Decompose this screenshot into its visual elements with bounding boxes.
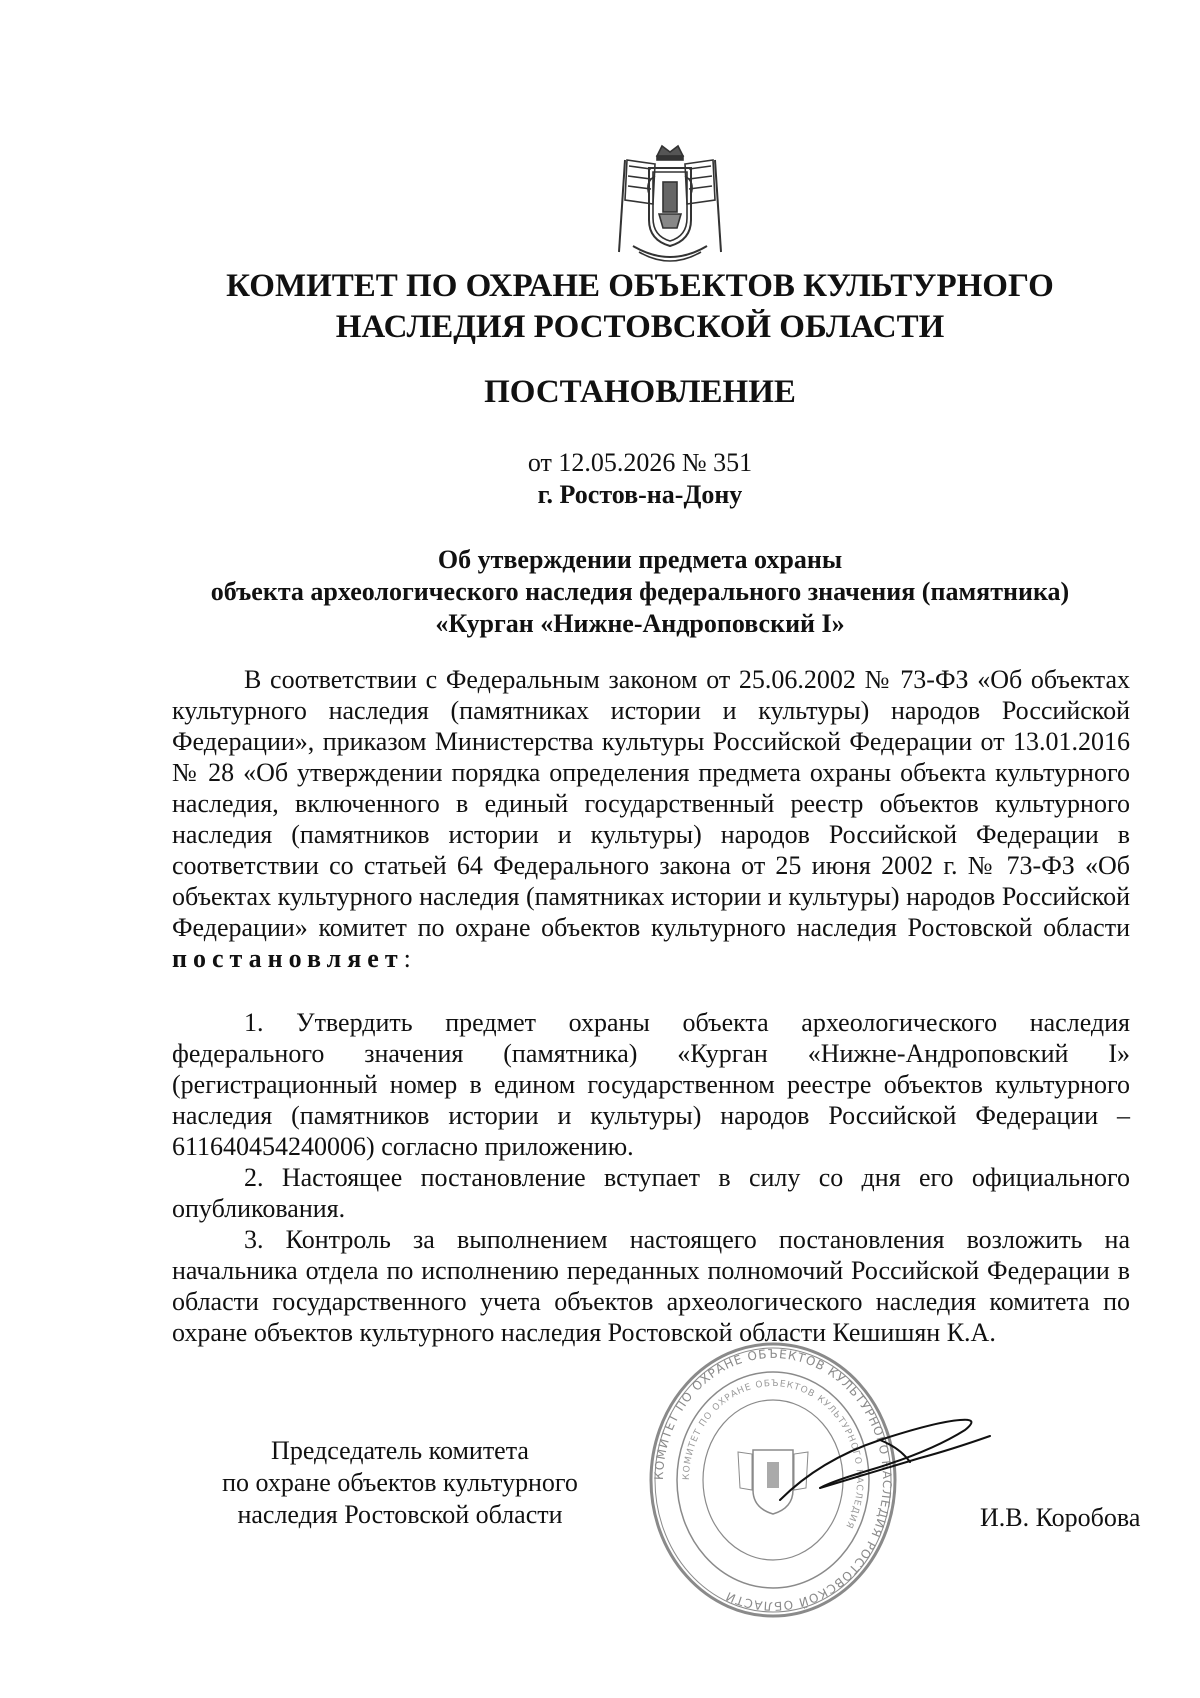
seal-outer-text: КОМИТЕТ ПО ОХРАНЕ ОБЪЕКТОВ КУЛЬТУРНОГО НАСЛЕДИЯ РОСТОВСКОЙ ОБЛАСТИ bbox=[651, 1346, 895, 1614]
position-line-3: наследия Ростовской области bbox=[237, 1500, 563, 1529]
document-date-number: от 12.05.2026 № 351 bbox=[527, 448, 753, 477]
handwritten-signature-icon bbox=[760, 1400, 1010, 1520]
resolution-item-3: 3. Контроль за выполнением настоящего постановления возложить на начальника отдела по исполнению переданных полномочий Российской Федерации в области государственного учета объектов археологического наследия комитета по охране объектов культурного наследия Ростовской области Кешишян К.А. bbox=[172, 1225, 1130, 1347]
position-line-2: по охране объектов культурного bbox=[222, 1468, 578, 1497]
operative-colon: : bbox=[403, 944, 411, 973]
operative-verb: постановляет bbox=[172, 944, 404, 973]
subject-line-1: Об утверждении предмета охраны bbox=[437, 545, 843, 574]
document-city: г. Ростов-на-Дону bbox=[537, 480, 743, 509]
paragraph-gap bbox=[172, 974, 1130, 1007]
resolution-item-2: 2. Настоящее постановление вступает в силу со дня его официального опубликования. bbox=[172, 1163, 1130, 1223]
document-body bbox=[172, 664, 1130, 1348]
resolution-item-1: 1. Утвердить предмет охраны объекта археологического наследия федерального значения (памятника) «Курган «Нижне-Андроповский I» (регистрационный номер в едином государственном реестре объектов культурного наследия (памятников истории и культуры) народов Российской Федерации – 611640454240006) согласно приложению. bbox=[172, 1008, 1130, 1161]
subject-line-2: объекта археологического наследия федерального значения (памятника) bbox=[210, 577, 1070, 606]
document-type: ПОСТАНОВЛЕНИЕ bbox=[484, 374, 796, 410]
coat-of-arms-icon bbox=[615, 142, 725, 270]
issuing-authority bbox=[150, 266, 1130, 348]
authority-line-2: НАСЛЕДИЯ РОСТОВСКОЙ ОБЛАСТИ bbox=[335, 309, 945, 345]
preamble-paragraph bbox=[172, 664, 1130, 974]
document-subject bbox=[150, 544, 1130, 640]
preamble-text: В соответствии с Федеральным законом от 25.06.2002 № 73-ФЗ «Об объектах культурного наследия (памятниках истории и культуры) народов Российской Федерации», приказом Министерства культуры Российской Федерации от 13.01.2016 № 28 «Об утверждении порядка определения предмета охраны объекта культурного наследия, включенного в единый государственный реестр объектов культурного наследия (памятников истории и культуры) народов Российской Федерации в соответствии со статьей 64 Федерального закона от 25 июня 2002 г. № 73-ФЗ «Об объектах культурного наследия (памятниках истории и культуры) народов Российской Федерации» комитет по охране объектов культурного наследия Ростовской области bbox=[172, 665, 1130, 942]
signer-name: И.В. Коробова bbox=[980, 1503, 1141, 1532]
position-line-1: Председатель комитета bbox=[271, 1436, 529, 1465]
seal-inner-text: КОМИТЕТ ПО ОХРАНЕ ОБЪЕКТОВ КУЛЬТУРНОГО НАСЛЕДИЯ bbox=[681, 1378, 865, 1531]
signatory-position bbox=[180, 1435, 620, 1531]
subject-line-3: «Курган «Нижне-Андроповский I» bbox=[435, 609, 845, 638]
authority-line-1: КОМИТЕТ ПО ОХРАНЕ ОБЪЕКТОВ КУЛЬТУРНОГО bbox=[226, 268, 1054, 304]
